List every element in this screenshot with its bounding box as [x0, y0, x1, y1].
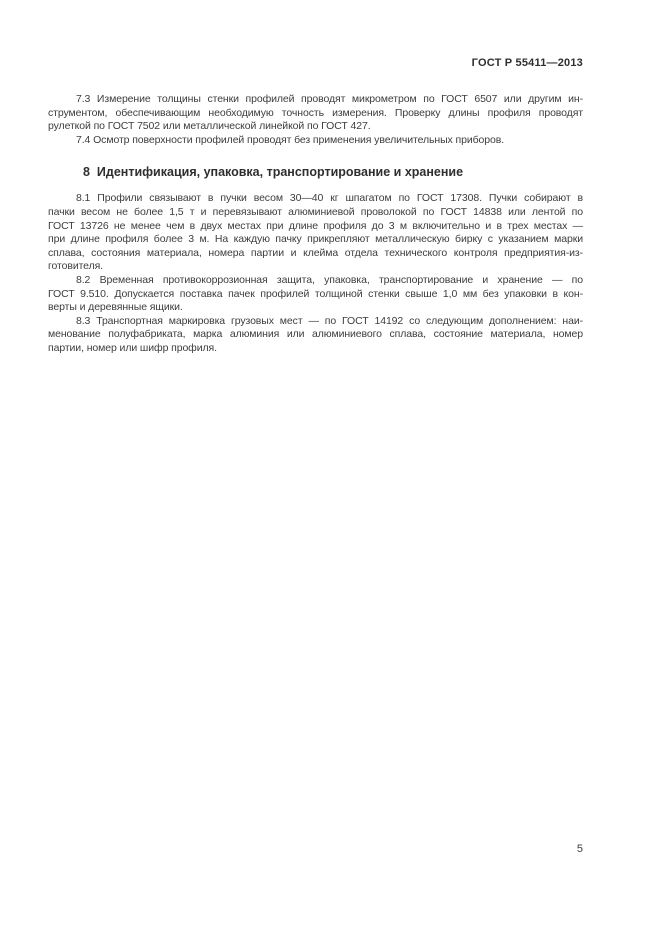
- paragraph: [48, 134, 583, 148]
- text-line: сплава, состояния материала, номера партии и клейма отдела технического контроля предприятия-из-: [48, 246, 583, 259]
- text-line: 8.2 Временная противокоррозионная защита, упаковка, транспортирование и хранение — по: [76, 273, 583, 286]
- text-line: ГОСТ 9.510. Допускается поставка пачек профилей толщиной стенки свыше 1,0 мм без упаковки в кон-: [48, 287, 583, 300]
- paragraph: [48, 274, 583, 315]
- paragraph: [48, 315, 583, 356]
- text-line: 7.4 Осмотр поверхности профилей проводят без применения увеличительных приборов.: [76, 133, 505, 146]
- text-line: струментом, обеспечивающим необходимую точность измерения. Проверку длины профиля проводят: [48, 106, 583, 119]
- text-line: партии, номер или шифр профиля.: [48, 341, 217, 354]
- paragraph: [48, 192, 583, 274]
- text-line: 8.1 Профили связывают в пучки весом 30—40 кг шпагатом по ГОСТ 17308. Пучки собирают в: [76, 192, 583, 205]
- text-line: ГОСТ 13726 не менее чем в двух местах при длине профиля до 3 м включительно и в трех местах —: [48, 219, 583, 232]
- text-line: рулеткой по ГОСТ 7502 или металлической линейкой по ГОСТ 427.: [48, 120, 371, 133]
- text-line: 7.3 Измерение толщины стенки профилей проводят микрометром по ГОСТ 6507 или другим ин-: [76, 93, 583, 105]
- text-line: верты и деревянные ящики.: [48, 301, 183, 314]
- page-number: 5: [576, 843, 583, 855]
- text-line: пачки весом не более 1,5 т и перевязывают алюминиевой проволокой по ГОСТ 14838 или лентой по: [48, 205, 583, 218]
- document-body: [48, 93, 583, 356]
- text-line: менование полуфабриката, марка алюминия или алюминиевого сплава, состояние материала, номер: [48, 328, 583, 341]
- text-line: готовителя.: [48, 260, 103, 273]
- running-header: ГОСТ Р 55411—2013: [471, 57, 583, 69]
- paragraph: [48, 93, 583, 134]
- text-line: при длине профиля более 3 м. На каждую пачку прикрепляют металлическую бирку с указанием марки: [48, 233, 583, 246]
- section-heading: 8 Идентификация, упаковка, транспортирование и хранение: [83, 165, 464, 180]
- text-line: 8.3 Транспортная маркировка грузовых мест — по ГОСТ 14192 со следующим дополнением: наи-: [76, 314, 583, 327]
